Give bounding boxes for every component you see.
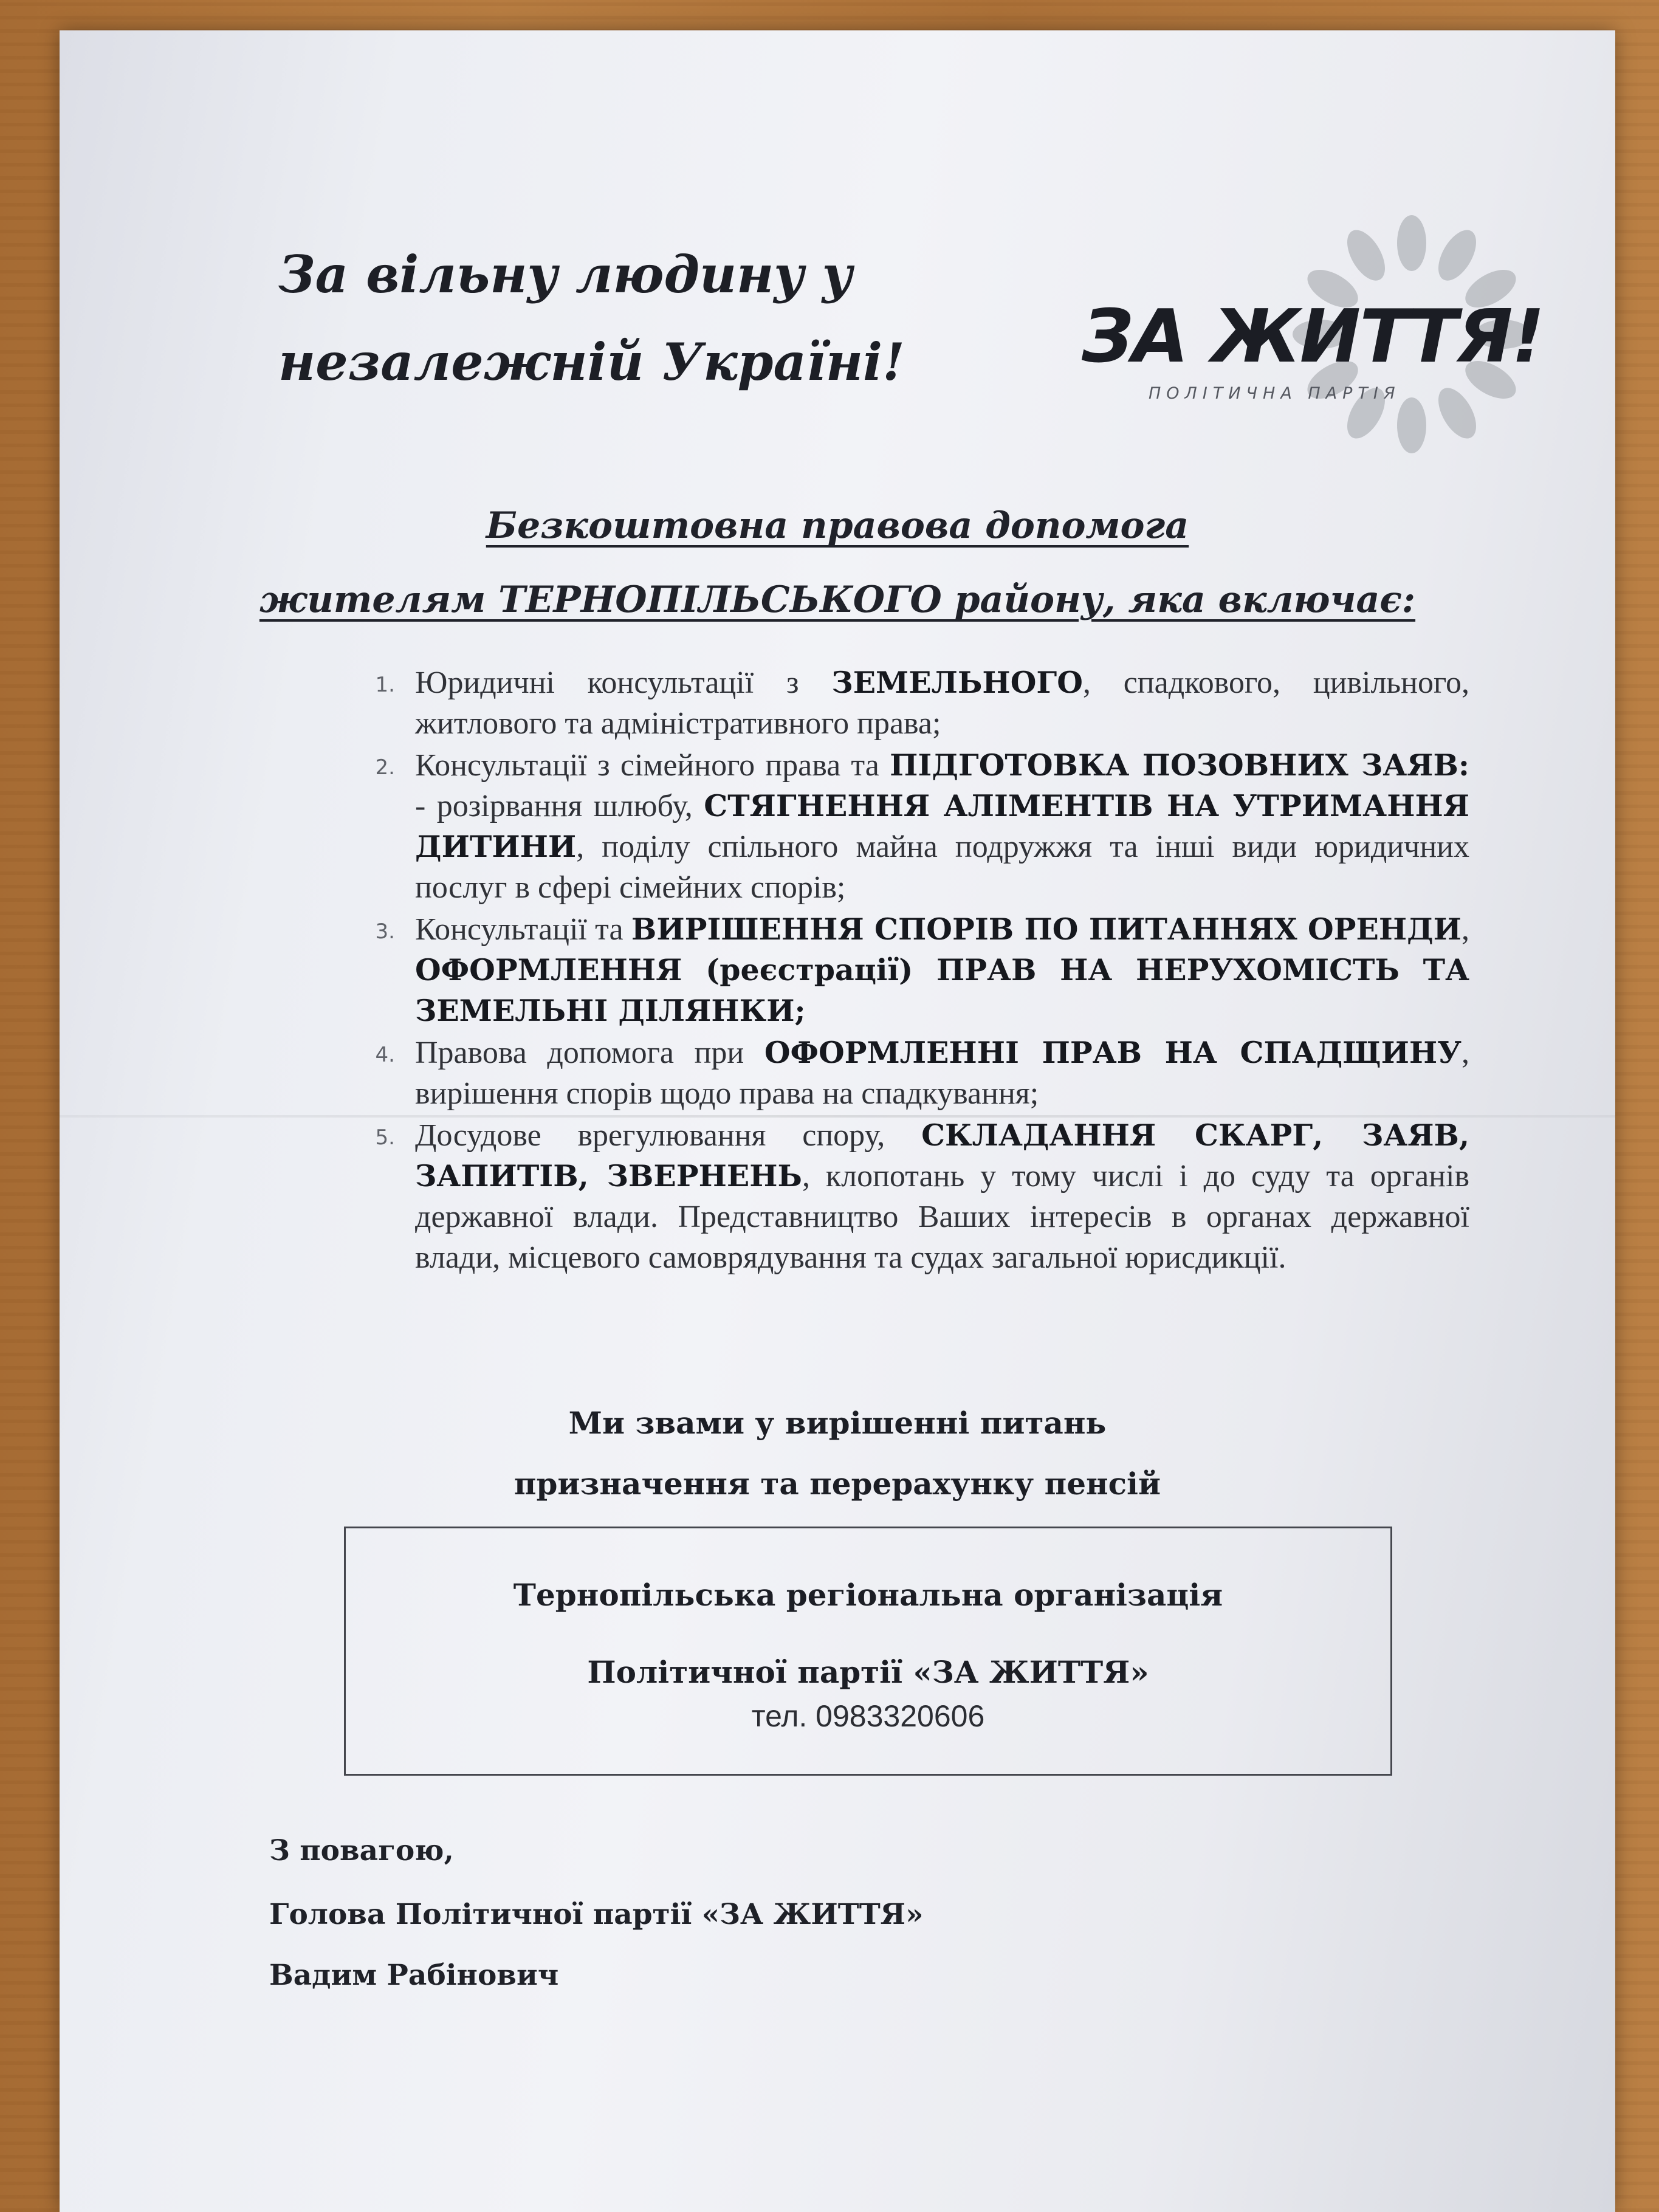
organization-name: Тернопільська регіональна організація [513,1577,1223,1613]
list-item [357,745,1469,908]
list-item [357,1115,1469,1278]
list-item-text: Юридичні консультації з [415,665,832,700]
list-item-emphasis: ПРАВ НА НЕРУХОМІСТЬ ТА ЗЕМЕЛЬНІ ДІЛЯНКИ; [415,952,1469,1028]
list-item-text: , поділу спільного майна подружжя та інші види юридичних послуг в сфері сімейних спорів; [415,829,1469,905]
signature-name: Вадим Рабінович [269,1959,559,1992]
list-item-emphasis: ВИРІШЕННЯ СПОРІВ ПО ПИТАННЯХ ОРЕНДИ [631,912,1461,947]
pension-line-2: призначення та перерахунку пенсій [514,1466,1161,1502]
party-name: Політичної партії «ЗА ЖИТТЯ» [587,1654,1149,1690]
list-item-text: , вирішення спорів щодо права на спадкування; [415,1036,1469,1111]
phone-number: тел. 0983320606 [751,1699,985,1733]
signature-regards: З повагою, [269,1834,454,1867]
list-item [357,1032,1469,1114]
list-item-emphasis: ПІДГОТОВКА ПОЗОВНИХ ЗАЯВ: [890,747,1470,783]
list-item-number: 3. [375,919,395,944]
list-item-emphasis: СКЛАДАННЯ СКАРГ, ЗАЯВ, ЗАПИТІВ, ЗВЕРНЕНЬ [415,1118,1470,1194]
signature-position: Голова Політичної партії «ЗА ЖИТТЯ» [269,1898,924,1931]
list-item-emphasis: (реєстрації) [682,952,936,987]
logo-name: ЗА ЖИТТЯ! [1082,295,1544,379]
list-item-text: Консультації та [415,912,631,947]
list-item-text: , клопотань у тому числі і до суду та органів державної влади. Представництво Ваших інтересів в органах державної влади, місцевого самоврядування та судах загальної юрисдикції. [415,1159,1470,1275]
list-item-emphasis: ОФОРМЛЕННЯ [415,952,682,987]
list-item-text: - розірвання шлюбу, [415,789,704,823]
list-item-number: 4. [375,1043,395,1067]
list-item-text: Консультації з сімейного права та [415,748,890,783]
list-item-number: 5. [375,1125,395,1150]
party-logo [1008,213,1554,456]
heading-line-2: жителям ТЕРНОПІЛЬСЬКОГО району, яка включає: [259,579,1416,621]
pension-line-1: Ми звами у вирішенні питань [568,1405,1107,1441]
list-item-emphasis: СТЯГНЕННЯ АЛІМЕНТІВ НА УТРИМАННЯ ДИТИНИ [415,788,1469,864]
slogan [278,231,977,406]
list-item-text: Досудове врегулювання спору, [415,1118,922,1153]
heading-line-1: Безкоштовна правова допомога [486,504,1189,547]
list-item-number: 2. [375,755,395,780]
slogan-line-1: За вільну людину у [278,244,853,304]
slogan-line-2: незалежній Україні! [278,332,905,392]
list-item-number: 1. [375,673,395,697]
contact-box [344,1527,1392,1776]
logo-subtitle: ПОЛІТИЧНА ПАРТІЯ [1149,384,1401,403]
list-item-text: , спадкового, цивільного, житлового та адміністративного права; [415,665,1469,741]
services-list [357,662,1469,1279]
list-item [357,909,1469,1031]
list-item-emphasis: ЗЕМЕЛЬНОГО [831,665,1083,700]
list-item-emphasis: ОФОРМЛЕННІ ПРАВ НА СПАДЩИНУ [764,1035,1461,1070]
list-item-text: Правова допомога при [415,1036,764,1070]
list-item [357,662,1469,744]
leaflet-paper [60,30,1615,2212]
list-item-text: , [1461,912,1469,947]
